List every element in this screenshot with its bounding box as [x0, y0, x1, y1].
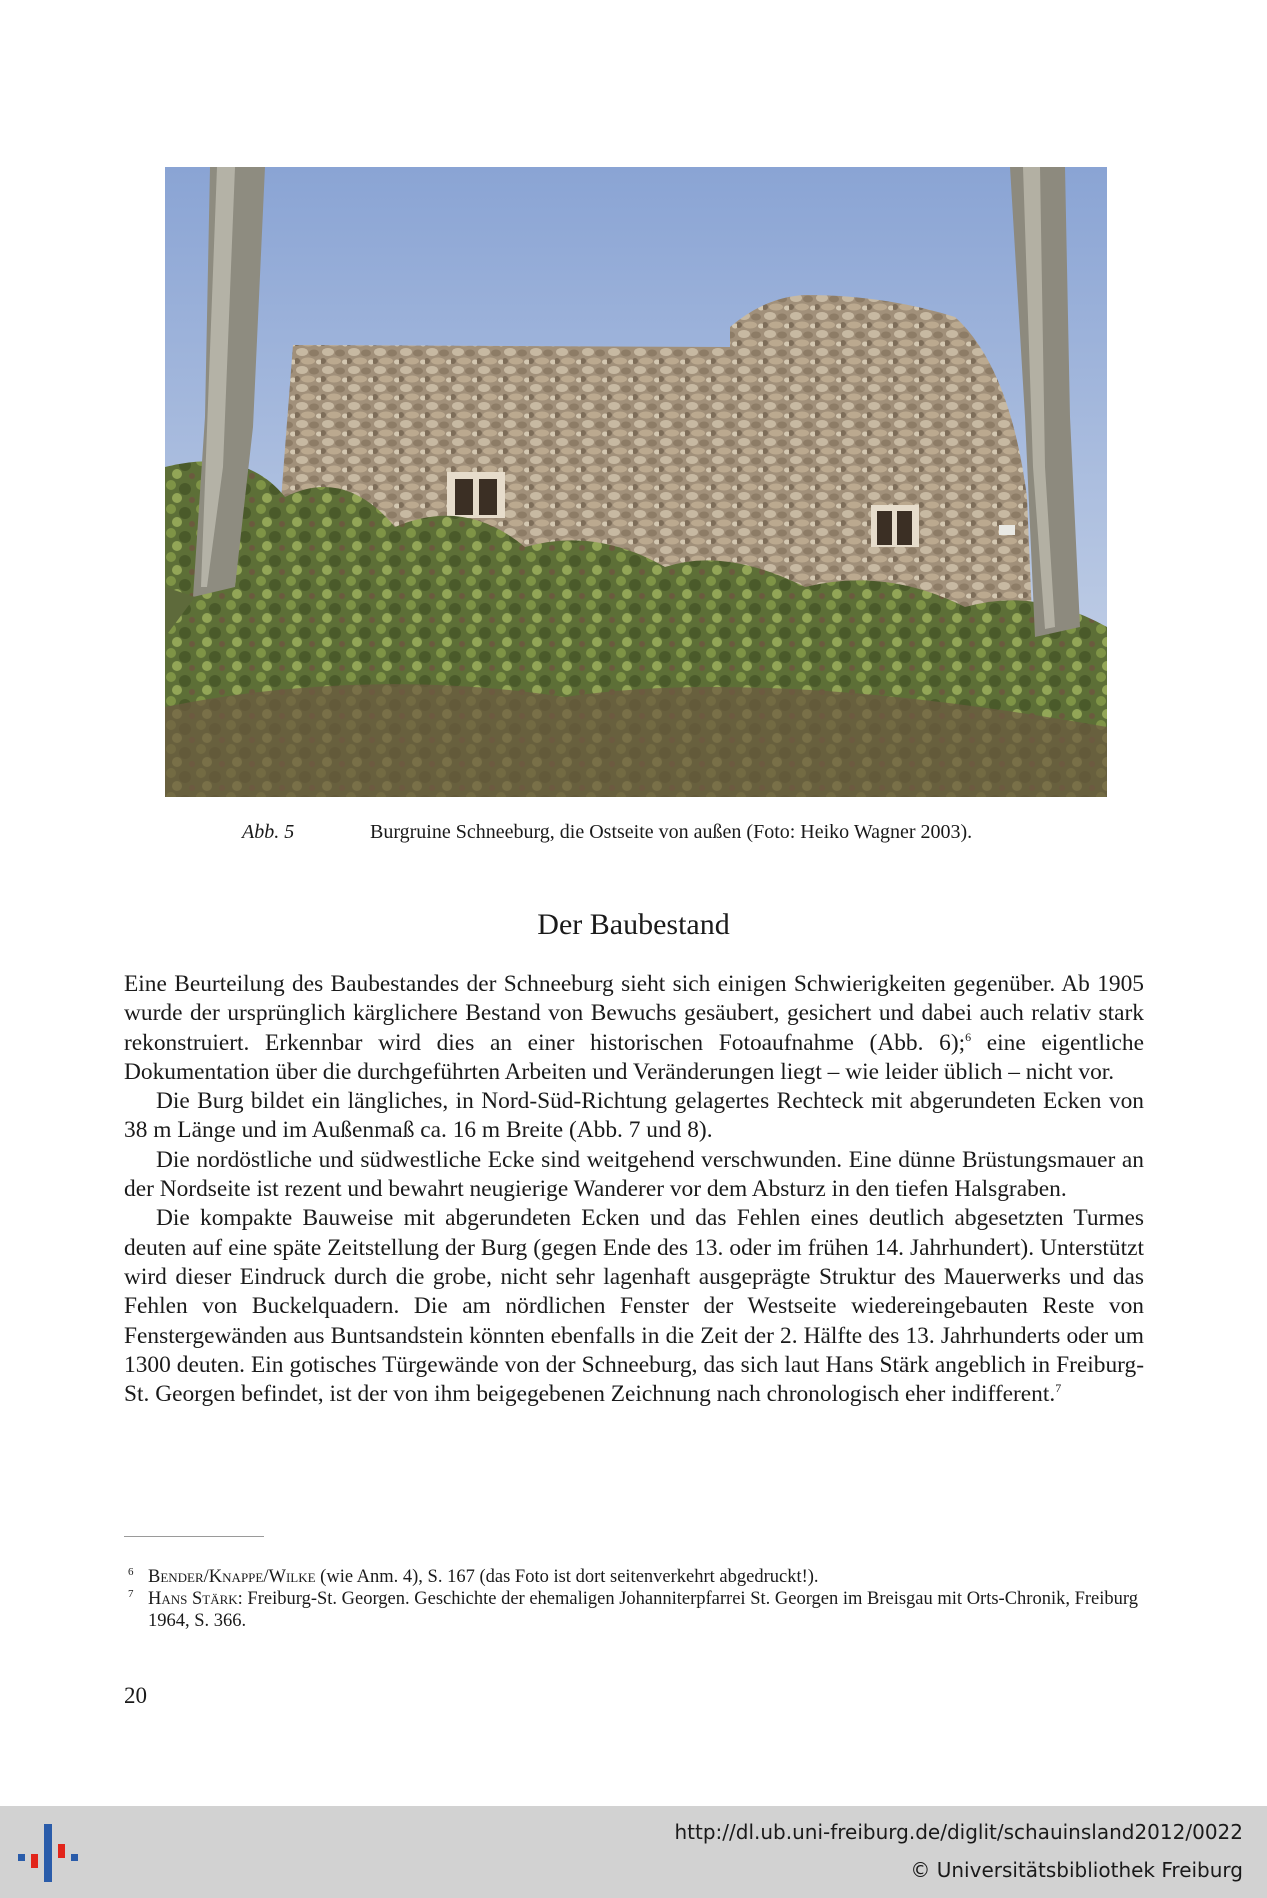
footnote-author: Hans Stärk — [148, 1589, 238, 1609]
footnote-6 — [124, 1566, 1144, 1588]
castle-ruin-photo — [165, 167, 1107, 797]
paragraph-3: Die nordöstliche und südwestliche Ecke sind weitgehend verschwunden. Eine dünne Brüstungsmauer an der Nordseite ist rezent und bewahrt neugierige Wanderer vor dem Absturz in den tiefen Halsgraben. — [124, 1146, 1144, 1203]
footnote-number: 7 — [128, 1588, 134, 1600]
body-text — [124, 970, 1144, 1409]
paragraph-2: Die Burg bildet ein längliches, in Nord-Süd-Richtung gelagertes Rechteck mit abgerundeten Ecken von 38 m Länge und im Außenmaß ca. 16 m Breite (Abb. 7 und 8). — [124, 1088, 1144, 1144]
paragraph-4 — [124, 1204, 1144, 1409]
footnote-7 — [124, 1588, 1144, 1632]
footnotes — [124, 1566, 1144, 1632]
document-url-link[interactable]: http://dl.ub.uni-freiburg.de/diglit/schauinsland2012/0022 — [674, 1820, 1243, 1844]
footnote-text: (wie Anm. 4), S. 167 (das Foto ist dort seitenverkehrt abgedruckt!). — [315, 1567, 819, 1587]
footnote-ref-7: 7 — [1055, 1381, 1062, 1396]
footnote-text: : Freiburg-St. Georgen. Geschichte der ehemaligen Johanniterpfarrei St. Georgen im Breisgau mit Orts-Chronik, Freiburg 1964, S. 366. — [148, 1589, 1138, 1631]
ub-freiburg-logo-icon — [16, 1818, 80, 1888]
figure-label: Abb. 5 — [242, 821, 295, 843]
section-heading: Der Baubestand — [537, 908, 730, 941]
library-footer — [0, 1806, 1267, 1898]
paragraph-4-text: Die kompakte Bauweise mit abgerundeten Ecken und das Fehlen eines deutlich abgesetzten Turmes deuten auf eine späte Zeitstellung der Burg (gegen Ende des 13. oder im frühen 14. Jahrhundert). Unterstützt wird dieser Eindruck durch die grobe, nicht sehr lagenhaft ausgeprägte Struktur des Mauerwerks und das Fehlen von Buckelquadern. Die am nördlichen Fenster der Westseite wiedereingebauten Reste von Fenstergewänden aus Buntsandstein könnten ebenfalls in die Zeit der 2. Hälfte des 13. Jahrhunderts oder um 1300 deuten. Ein gotisches Türgewände von der Schneeburg, das sich laut Hans Stärk angeblich in Freiburg-St. Georgen befindet, ist der von ihm beigegebenen Zeichnung nach chronologisch eher indifferent. — [124, 1205, 1144, 1408]
figure-caption-text: Burgruine Schneeburg, die Ostseite von außen (Foto: Heiko Wagner 2003). — [370, 821, 973, 843]
paragraph-1-text-a: Eine Beurteilung des Baubestandes der Schneeburg sieht sich einigen Schwierigkeiten gegenüber. Ab 1905 wurde der ursprünglich kärglichere Bestand von Bewuchs gesäubert, gesichert und dabei auch relativ stark rekonstruiert. Erkennbar wird dies an einer historischen Fotoaufnahme (Abb. 6); — [124, 971, 1144, 1056]
footnote-author: Bender/Knappe/Wilke — [148, 1567, 316, 1587]
footnote-number: 6 — [128, 1566, 134, 1578]
page-number: 20 — [124, 1683, 147, 1708]
copyright-notice: © Universitätsbibliothek Freiburg — [910, 1858, 1243, 1882]
figure-caption — [242, 818, 1102, 846]
paragraph-1-text-b: eine eigentliche Dokumentation über die durchgeführten Arbeiten und Veränderungen liegt – wie leider üblich – nicht vor. — [124, 1029, 1144, 1085]
footnote-divider — [124, 1536, 264, 1537]
paragraph-1 — [124, 970, 1144, 1087]
footnote-ref-6: 6 — [965, 1029, 972, 1044]
